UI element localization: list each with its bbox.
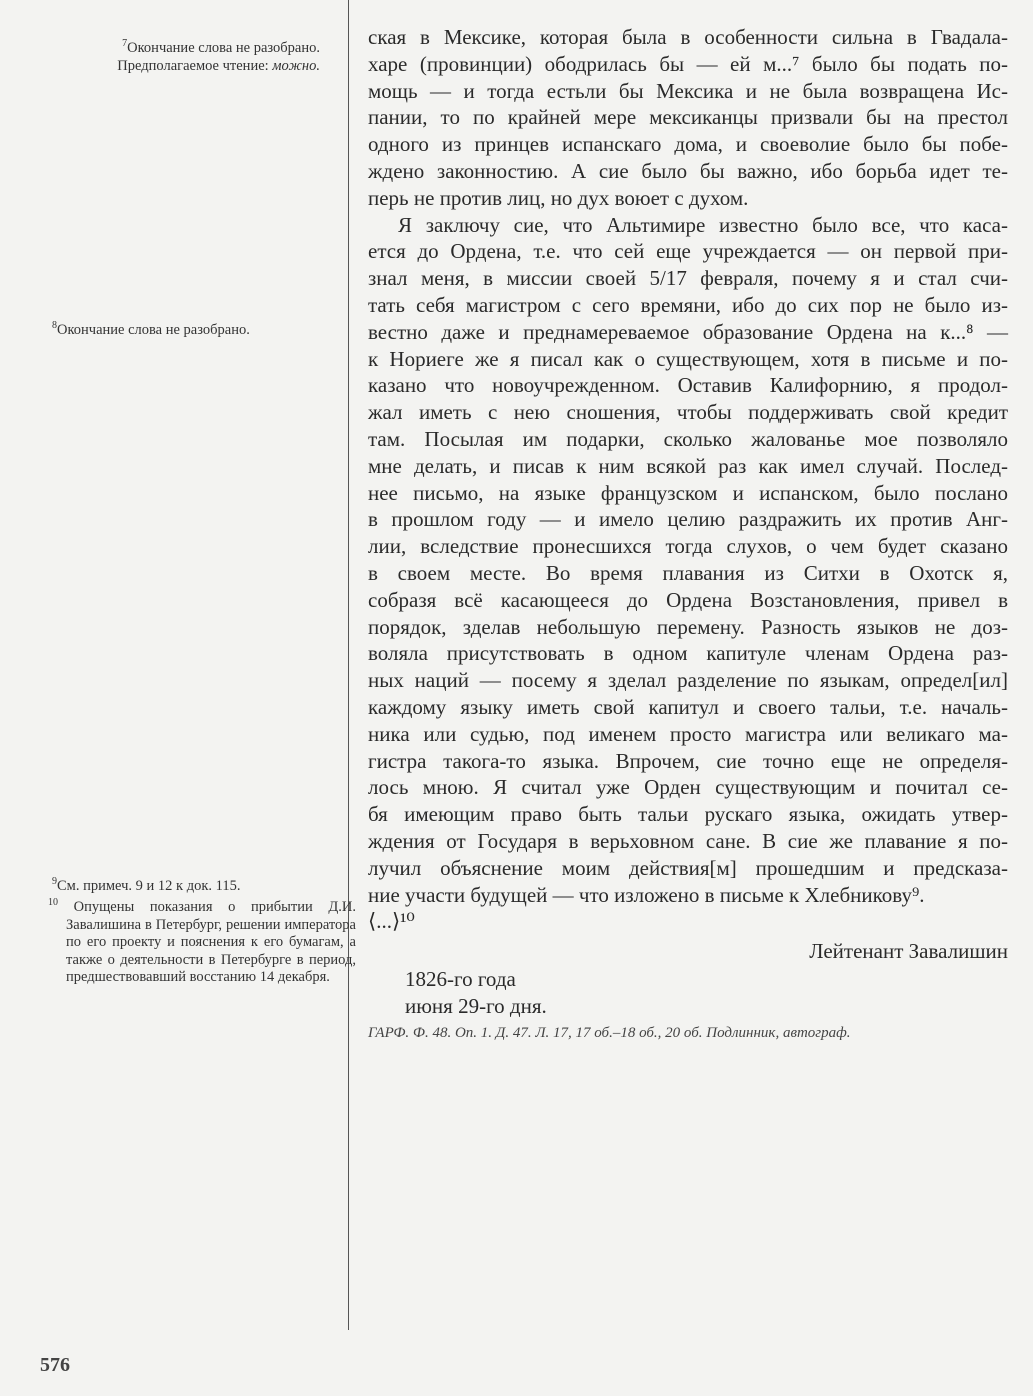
text-line: ние участи будущей — что изложено в письме к Хлебникову⁹.	[368, 882, 925, 907]
date-year: 1826-го года	[405, 967, 516, 991]
text-line: жал иметь с нею сношения, чтобы поддерживать свой кредит	[368, 400, 1008, 425]
text-line: ника или судью, под именем просто магистра или великаго ма-	[368, 721, 1008, 746]
footnote-8: $^8$Окончание слова не разобрано.	[52, 320, 250, 338]
text-line: пании, то по крайней мере мексиканцы призвали бы на престол	[368, 105, 1008, 130]
main-text	[368, 24, 1008, 935]
text-line: нее письмо, на языке французском и испанском, было послано	[368, 480, 1008, 505]
text-line: гистра такога-то языка. Впрочем, сие точно еще не определя-	[368, 748, 1008, 773]
text-line: лось мною. Я считал уже Орден существующим и почитал се-	[368, 775, 1008, 800]
text-line: бя имеющим право быть тальи рускаго языка, ожидать утвер-	[368, 802, 1008, 827]
signature: Лейтенант Завалишин	[809, 939, 1008, 963]
text-line: мощь — и тогда естьли бы Мексика и не была возвращена Ис-	[368, 78, 1008, 103]
text-line: вестно даже и преднамереваемое образование Ордена на к...⁸ —	[368, 319, 1008, 344]
text-line: ждено законностию. А сие было бы важно, ибо борьба идет те-	[368, 158, 1008, 183]
text-line: лии, вследствие пронесшихся тогда слухов, о чем будет сказано	[368, 534, 1008, 559]
text-line: порядок, зделав небольшую перемену. Разность языков не доз-	[368, 614, 1008, 639]
text-line: лучил объяснение моим действия[м] прошедшим и предсказа-	[368, 855, 1008, 880]
text-line: в прошлом году — и имело целию раздражить их против Анг-	[368, 507, 1008, 532]
text-line: в своем месте. Во время плавания из Ситхи в Охотск я,	[368, 560, 1008, 585]
text-line: мне делать, и писав к ним всякой раз как имел случай. Послед-	[368, 453, 1008, 478]
text-line: казано что новоучрежденном. Оставив Калифорнию, я продол-	[368, 373, 1008, 398]
text-line: к Нориеге же я писал как о существующем, хотя в письме и по-	[368, 346, 1008, 371]
text-line: перь не против лиц, но дух воюет с духом.	[368, 185, 749, 210]
date-block	[405, 966, 547, 1020]
text-line: ская в Мексике, которая была в особенности сильна в Гвадала-	[368, 25, 1008, 49]
footnote-10: $^{10}$ Опущены показания о прибытии Д.И. Завалишина в Петербург, решении императора по его проекту и пояснения к его бумагам, а также о деятельности в Петербурге в период, предшествовавший восстанию 14 декабря.	[48, 897, 356, 985]
text-line: ется до Ордена, т.е. что сей еще учреждается — он первой при-	[368, 239, 1008, 264]
text-line: харе (провинции) ободрилась бы — ей м...⁷ было бы подать по-	[368, 51, 1008, 76]
footnote-7: $^7$Окончание слова не разобрано. Предполагаемое чтение: можно.	[117, 38, 320, 74]
date-day: июня 29-го дня.	[405, 994, 547, 1018]
margin-rule	[348, 0, 349, 1330]
text-line: воляла присутствовать в одном капитуле членам Ордена раз-	[368, 641, 1008, 666]
text-line: там. Посылая им подарки, сколько жалованье мое позволяло	[368, 426, 1008, 451]
archive-source: ГАРФ. Ф. 48. Оп. 1. Д. 47. Л. 17, 17 об.–18 об., 20 об. Подлинник, автограф.	[368, 1025, 851, 1041]
text-line: ных наций — посему я зделал разделение по языкам, определ[ил]	[368, 668, 1008, 693]
text-line: знал меня, в миссии своей 5/17 февраля, почему я и стал счи-	[368, 266, 1008, 291]
text-line: каждому языку иметь свой капитул и своего тальи, т.е. началь-	[368, 694, 1008, 719]
text-line: ⟨...⟩¹⁰	[368, 909, 415, 934]
page-number: 576	[40, 1354, 70, 1376]
text-line: Я заключу сие, что Альтимире известно было все, что каса-	[398, 212, 1008, 237]
text-line: ждения от Государя в верьховном сане. В сие же плавание я по-	[368, 828, 1008, 853]
text-line: одного из принцев испанскаго дома, и своеволие было бы побе-	[368, 132, 1008, 157]
text-line: собразя всё касающееся до Ордена Возстановления, привел в	[368, 587, 1008, 612]
text-line: тать себя магистром с сего времяни, ибо до сих пор не было из-	[368, 292, 1008, 317]
footnote-9: $^9$См. примеч. 9 и 12 к док. 115.	[52, 876, 241, 894]
